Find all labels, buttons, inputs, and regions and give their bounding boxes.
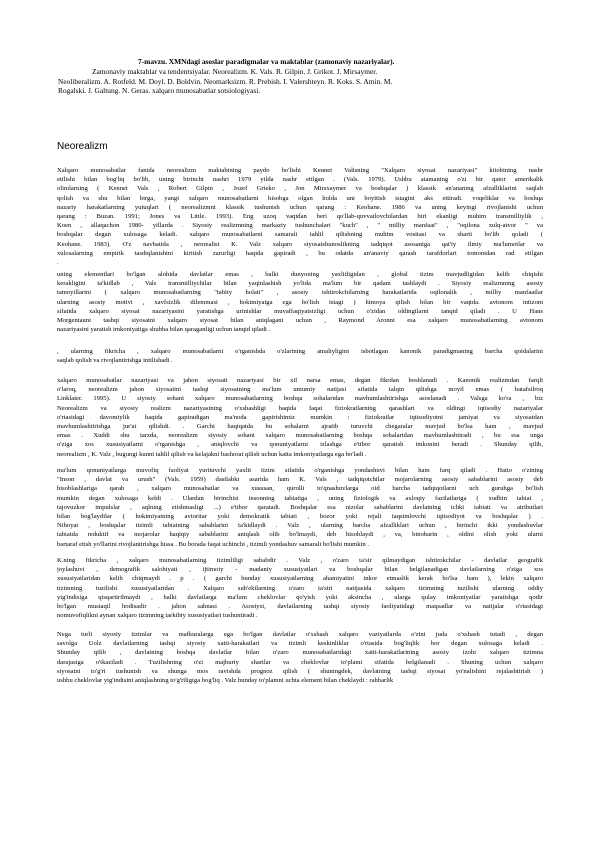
subtitle-line: Zamonaviy maktablar va tendentsiyalar. Neorealizm. K. Vals. R. Gilpin. J. Grikot. J. Mirsaymer. bbox=[92, 67, 378, 76]
paragraph bbox=[57, 466, 543, 549]
paragraph-line: yig'indisiga qisqartirilmaydi , balki davlatlarga ma'lum cheklovlar qo'yish yoki aksincha , ularga qulay imkoniyatlar yaratishga qodir bbox=[57, 593, 543, 601]
paragraph-line: tizimning tuzilishi xususiyatlaridan . Xalqaro sub'ektlarning o'zaro ta'siri natijasida xalqaro tizimning tuzilishi ularning oddiy bbox=[57, 584, 543, 592]
paragraph-line: "Inson , davlat va urush" (Vals. 1959) dastlabki asarida ham K. Vals , tadqiqotchilar mojarolarning asosiy sabablarini asosiy deb bbox=[57, 476, 543, 484]
paragraph bbox=[57, 347, 543, 365]
paragraph-line: bo'lgan mustaqil hodisadir . jahon sahnasi . Asosiysi, davlatlarning tashqi siyosiy faoliyatidagi maqsadlar va natijalar o'rtasidagi bbox=[57, 603, 543, 611]
paragraph-line: nomuvofiqlikni aynan xalqaro tizimning tarkibiy xususiyatlari tushuntiradi . bbox=[57, 612, 258, 620]
paragraph-line: joylashuvi , demografik salohiyati , ijtimoiy - madaniy xususiyatlari va boshqalar bilan belgilanadigan davlatlarning o'ziga xos bbox=[57, 566, 543, 574]
paragraph-line: o'rtasidagi davomiylik haqida gapiradigan ma'noda gapirishimiz mumkin : fiziokratlar iqtisodiyotni jamiyat va siyosatdan bbox=[57, 413, 543, 421]
paragraph-line: emas . Xuddi shu tarzda, neorealizm siyosiy sohani xalqaro munosabatlarning boshqa sohalaridan mavhumlashtiradi , bu esa unga bbox=[57, 432, 543, 440]
paragraph-line: boshqalar degan xulosaga keladi. xalqaro munosabatlarni samarali tahlil qilishning muhim vositasi va sharti bo'lib qoladi ( bbox=[57, 231, 543, 239]
subtitle-line: Rogalski. J. Galtung. N. Geras. xalqaro munosabatlar sotsiologiyasi. bbox=[58, 86, 261, 96]
paragraph-line: nazariy harakatlarning yutuqlari ( neorealizmni klassik tushunish uchun qarang : Keohane. 1986 va uning keyingi rivojlanishi uchun bbox=[57, 203, 543, 211]
paragraph-line: olimlarning ( Kennet Vals , Robert Gilpin , Jozef Grieko , Jon Mirsxaymer va boshqalar ) klassik an'ananing afzalliklarini saqlab bbox=[57, 185, 543, 193]
paragraph-line: neorealizm , K. Valz , bugungi kunni tahlil qilish va kelajakni bashorat qilish uchun katta imkoniyatlarga ega bo'ladi . bbox=[57, 450, 367, 458]
paragraph-line: Neorealizm va siyosiy realizm nazariyasining o'xshashligi haqida faqat fiziokratlarning qarashlari va oldingi iqtisodiy nazariyalar bbox=[57, 404, 543, 412]
paragraph-line: bartaraf etish yo'llarini rivojlantirishga hissa . Bu borada faqat uchinchi , tizimli yondashuv samarali bo'lishi mumkin . bbox=[57, 540, 370, 548]
paragraph-line: uning elementlari bo'lgan alohida davlatlar emas , balki dunyoning yaxlitligidan , global tizim mavjudligidan kelib chiqishi bbox=[57, 271, 543, 278]
paragraph-line: o'ziga xos xususiyatlarni o'rganishga , aniqlovchi va qonuniyatlarni izlashga e'tibor qaratish imkonini beradi . Shunday qilib, bbox=[57, 441, 543, 449]
paragraph-line: nazariyasini yaratish imkoniyatiga shubha bilan qaraganligi uchun tanqid qiladi . bbox=[57, 326, 271, 334]
paragraph-line: ularning asosiy motivi , xavfsizlik dilemmasi , hokimiyatga ega bo'lish istagi ) himoya qilish bilan bir vaqtda. avtonom intizom bbox=[57, 298, 543, 306]
paragraph-line: o'laroq, neorealizm jahon siyosatini tashqi siyosatning ma'lum umumiy natijasi sifatida talqin qilishga moyil emas ( batafsilroq bbox=[57, 386, 543, 394]
paragraph-line: Nihoyat , boshqalar tizimli tabiatning sabablarini ta'kidlaydi . Valz , ularning barcha afzalliklari uchun , birinchi ikki yondashuvlar bbox=[57, 522, 543, 530]
paragraph-line: tabiatda reduktif va mojarolar haqiqiy sabablarini aniqlash olib bo'lmaydi, deb hisoblaydi , va, binobarin , oldini olish yoki ularni bbox=[57, 531, 543, 539]
paragraph-line: siyosatni to'g'ri tushunish va shunga mos ravishda prognoz qilish ( shuningdek, davlatning tashqi siyosat yo'nalishini rejalashtirish ) bbox=[57, 667, 543, 675]
paragraph-line: tajovuzkor impulslar , aqlning etishmasligi ...) e'tibor qaratadi. Boshqalar esa nizolar sabablarini davlatning ichki tabiati va atributlari bbox=[57, 503, 543, 511]
paragraph-line: darajasiga o'tkaziladi . Tuzilishning o'zi majburiy shartlar va cheklovlar to'plami sifatida belgilanadi . Shuning uchun xalqaro bbox=[57, 658, 543, 666]
paragraph-line: , ularning fikricha , xalqaro munosabatlarni o'rganishda o'zlarining amaliyligini isbotlagan kanonik paradigmaning barcha qoidalarini bbox=[57, 348, 543, 355]
paragraph bbox=[57, 630, 543, 685]
paragraph-line: xalqaro munosabatlar nazariyasi va jahon siyosati nazariyasi bir xil narsa emas, degan fikrdan boshlanadi . Kanonik realizmdan farqli bbox=[57, 377, 543, 384]
paragraph-line: Morgentauni tashqi siyosatni xalqaro siyosat bilan aniqlagani uchun , Raymond Aronni esa xalqaro munosabatlarning avtonom bbox=[57, 317, 543, 325]
paragraph-line: mumkin degan xulosaga keldi . Ulardan birinchisi insonning tabiatiga , uning fiziologik va axloqiy fazilatlariga ( xudbin tabiat , bbox=[57, 494, 543, 502]
paragraph-line: . bbox=[57, 259, 59, 267]
paragraph-line: ma'lum qonuniyatlarga muvofiq faoliyat yurituvchi yaxlit tizim sifatida o'rganishga yondashuvi bilan ham farq qiladi . Hatto o'zining bbox=[57, 467, 543, 474]
paragraph bbox=[57, 556, 543, 620]
paragraph-line: Shunday qilib , davlatning boshqa davlatlar bilan o'zaro munosabatlaridagi xatti-harakatlarining asosiy izohi xalqaro tizimna bbox=[57, 649, 543, 657]
paragraph-line: Koen , allaqachon 1980- yillarda . Siyosiy realizmning markaziy tushunchalari "kuch" , " milliy manfaat" , "oqilona xulq-atvor " va bbox=[57, 222, 543, 230]
paragraph-line: etilishi bilan bog'liq bo'lib, uning birinchi nashri 1979 yilda nashr etilgan . (Vals. 1979). Ushbu atamaning o'zi bir qator amerikalik bbox=[57, 176, 543, 184]
paragraph-line: ushbu cheklovlar yig'indisini aniqlashning to'g'riligiga bog'liq . Valz bunday to'plamni uchta element bilan cheklaydi : rahbarlik bbox=[57, 677, 394, 685]
paragraph-line: qarang : Buzan. 1991; Jones va Little. 1993). Eng uzoq vaqtdan beri qo'llab-quvvatlovchilardan biri ekanligi muhim transmilliylik , bbox=[57, 213, 543, 221]
paragraph-line: mavhumlashtirishga jur'at qilishdi. . Garchi haqiqatda bu sohalarni ajratib turuvchi chegaralar mavjud bo'lsa ham , mavjud bbox=[57, 423, 543, 431]
paragraph-line: tamoyillarini ( xalqaro munosabatlarning "tabiiy holati" , asosiy ishtirokchilarning harakatlarida oqilonalik , milliy manfaatlar bbox=[57, 289, 543, 297]
paragraph-line: qolish va shu bilan birga, yangi xalqaro munosabatlarni hisobga olgan holda uni boyitish istagini aks ettiradi. voqeliklar va boshqa bbox=[57, 194, 543, 202]
paragraph-line: Xalqaro munosabatlar fanida neorealizm maktabining paydo bo'lishi Kennet Valtsning "Xalqaro siyosat nazariyasi" kitobining nashr bbox=[57, 167, 543, 174]
paragraph-line: Keohane. 1983). O'z navbatida , neorealist K. Valz xalqaro siyosatshunoslikning tadqiqot asosaniga qat'iy ilmiy ma'lumotlar va bbox=[57, 240, 543, 248]
paragraph-line: K.ning fikricha , xalqaro munosabatlarning tizimliligi sababdir . Valz , o'zaro ta'sir qilmaydigan ishtirokchilar - davlatlar geografik bbox=[57, 557, 543, 564]
subtitle-line: Neoliberalizm. A. Rotfeld. M. Doyl. D. Boldvin. Neomarksizm. R. Prebish. I. Valershteyn. R. Koks. S. Amin. M. bbox=[58, 76, 393, 86]
paragraph-line: saqlab qolish va rivojlantirishga intilishadi . bbox=[57, 357, 173, 365]
subtitle bbox=[0, 67, 596, 96]
paragraph-line: Linklater. 1995). U siyosiy sohani xalqaro munosabatlarning boshqa sohalaridan mavhumlashtirishga asoslanadi . Valsga ko'ra , biz bbox=[57, 395, 543, 403]
section-heading: Neorealizm bbox=[57, 141, 108, 152]
paragraph bbox=[57, 270, 543, 334]
paragraph-line: xususiyatlaridan kelib chiqmaydi . p . ( garchi bunday xususiyatlarning ahamiyatini inkor etmaslik kerak bo'lsa ham ), lekin xalqaro bbox=[57, 575, 543, 583]
paragraph-line: bilan bog'laydilar ( hokimiyatning avtoritar yoki demokratik tabiati , bozor yoki rejali taqsimlovchi iqtisodiyot va boshqalar ) . bbox=[57, 513, 543, 521]
paragraph bbox=[57, 376, 543, 459]
paragraph-line: kerakligini ta'kidlab , Vals transmilliychilar bilan yaqinlashish yo'lida ma'lum bir qadam tashlaydi . Siyosiy realizmning asosiy bbox=[57, 280, 543, 288]
page-title bbox=[0, 57, 596, 67]
paragraph-line: sifatida xalqaro siyosat nazariyasini yaratishga urinishlar muvaffaqiyatsizligi uchun o'zidan oldingilarni tanqid qiladi . U Hans bbox=[57, 307, 543, 315]
paragraph-line: hisoblashlariga qarab , xalqaro munosabatlar va xususan, qurolli to'qnashuvlarga oid barcha tadqiqotlarni uch guruhga bo'lish bbox=[57, 485, 543, 493]
paragraph-line: xulosalarning empirik tasdiqlanishini kiritish zarurligi haqida gapiradi , bu odatda an'anaviy qarash tarafdorlari tomonidan rad etilgan bbox=[57, 249, 543, 257]
paragraph-line: Nega turli siyosiy tizimlar va mafkuralarga ega bo'lgan davlatlar o'xshash xalqaro vaziyatlarda o'zini juda o'xshash tutadi , degan bbox=[57, 631, 543, 638]
paragraph-line: savolga Uolz davlatlarning tashqi siyosiy xatti-harakatlari va tizimli keskinliklar o'rtasida bog'liqlik bor degan xulosaga keladi . bbox=[57, 640, 543, 648]
page-title-text: 7-mavzu. XMNdagi asoslar paradigmalar va maktablar (zamonaviy nazariyalar). bbox=[138, 57, 395, 66]
paragraph bbox=[57, 166, 543, 267]
